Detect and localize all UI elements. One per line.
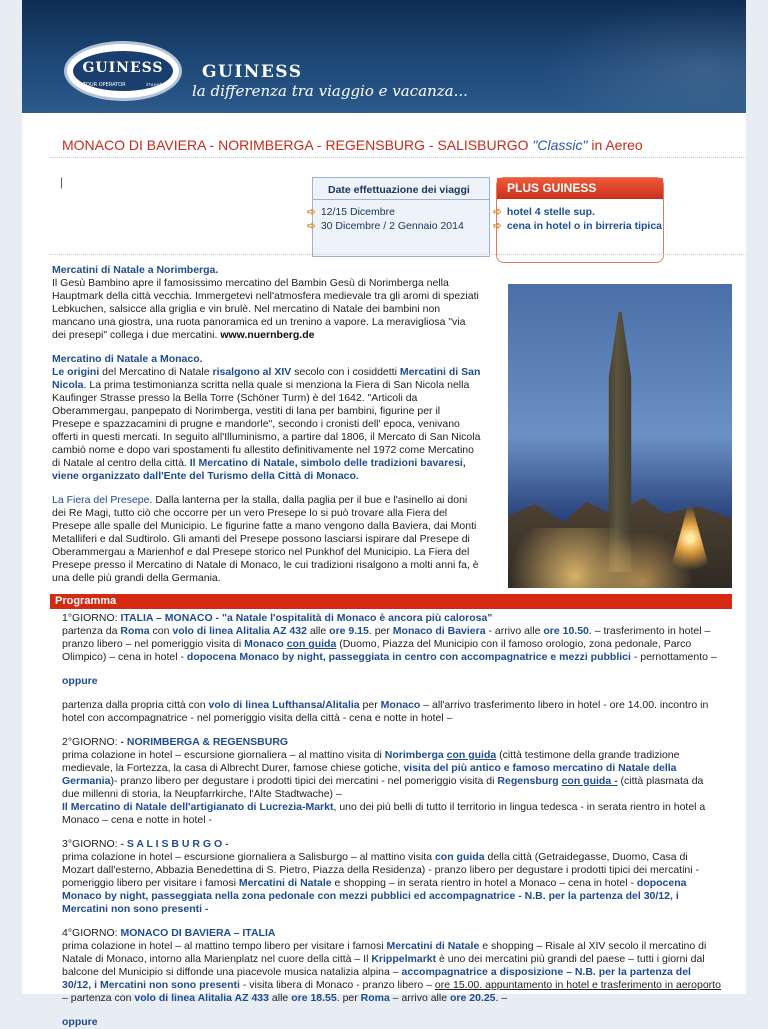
divider [50, 254, 746, 255]
paragraph-norimberga: Mercatini di Natale a Norimberga. Il Gesù Bambino apre il famosissimo mercatino del Bambin Gesù di Norimberga nella Hauptmark della città vecchia. Immergetevi nell'atmosfera medievale tra gli aromi di speziati Lebkuchen, salsicce alla griglia e vin brulè. Nel mercatino di Natale dei bambini non mancano una giostra, una ruota panoramica ed un trenino a vapore. La meravigliosa "via dei presepi" collega i due mercatini. www.nuernberg.de [52, 264, 479, 341]
programma-title: Programma [55, 595, 117, 607]
dates-box-title: Date effettuazione dei viaggi [328, 184, 470, 196]
spacer [62, 827, 722, 838]
plus-box-header [497, 178, 663, 199]
heading-monaco: Mercatino di Natale a Monaco. [52, 353, 203, 365]
arrow-bullet-icon: ➪ [493, 220, 502, 232]
arrow-bullet-icon: ➪ [307, 220, 316, 232]
title-classic: "Classic" [532, 137, 588, 153]
paragraph-monaco: Mercatino di Natale a Monaco. Le origini del Mercatino di Natale risalgono al XIV secolo con i cosiddetti Mercatini di San Nicola. La prima testimonianza scritta nella quale si menziona la Fiera di San Nicola nella Kaufinger Strasse presso la Bella Torre (Schöner Turm) è del 1642. "Articoli da Oberammergau, panpepato di Norimberga, vestiti di lana per bambini, figurine per il Presepe e spazzacamini di prugne e mandorle", secondo i cronisti dell' epoca, venivano offerti in questi mercati. In seguito all'Illuminismo, a partire dal 1806, il Mercato di San Nicola cambiò nome e dopo vari spostamenti fu allestito definitivamente nel 1972 come Mercatino di Natale al centro della città. Il Mercatino di Natale, simbolo delle tradizioni bavaresi, viene organizzato dall'Ente del Turismo della Città di Monaco. [52, 353, 481, 482]
dates-box [307, 177, 490, 257]
plus-item: ➪ hotel 4 stelle sup. [493, 206, 595, 218]
plus-box [493, 177, 664, 263]
paragraph-presepe: La Fiera del Presepe. Dalla lanterna per la stalla, dalla paglia per il bue e l'asinello ai doni dei Re Magi, tutto ciò che occorre per un vero Presepe lo si può trovare alla Fiera del Presepe alle spalle del Municipio. Le figurine fatte a mano vengono dalla Baviera, dai Monti Metalliferi e dal Sudtirolo. Gli amanti del Presepe possono lasciarsi ispirare dal Presepe di Oberammergau a Marienhof e dal Presepe storico nel Punkhof del Municipio. La Fiera del Presepe presso il Mercatino di Natale di Monaco, le cui tradizioni risalgono a molti anni fa, è una delle più grandi della Germania. [52, 494, 479, 584]
divider [50, 157, 746, 158]
arrow-bullet-icon: ➪ [493, 206, 502, 218]
text-cursor-mark: | [60, 175, 64, 189]
title-main: MONACO DI BAVIERA - NORIMBERGA - REGENSBURG - SALISBURGO [62, 137, 529, 153]
logo[interactable] [64, 41, 182, 101]
brand-name: GUINESS [202, 62, 303, 82]
logo-inner [73, 51, 173, 91]
logo-sub2: travel [146, 82, 161, 88]
day-4: 4°GIORNO: MONACO DI BAVIERA – ITALIA prima colazione in hotel – al mattino tempo libero per visitare i famosi Mercatini di Natale e shopping – Risale al XIV secolo il mercatino di Natale di Monaco, intorno alla Marienplatz nel cuore della città – Il Krippelmarkt è uno dei mercatini più grandi del paese – tutti i giorni dal balcone del Municipio si diffonde una piacevole musica natalizia alpina – accompagnatrice a disposizione – N.B. per la partenza del 30/12, i Mercatini non sono presenti - visita libera di Monaco - pranzo libero – ore 15.00. appuntamento in hotel e trasferimento in aeroporto – partenza con volo di linea Alitalia AZ 433 alle ore 18.55. per Roma – arrivo alle ore 20.25. – [62, 927, 721, 1004]
munich-night-photo [508, 284, 732, 588]
heading-presepe: La Fiera del Presepe [52, 494, 150, 506]
spacer [62, 1005, 722, 1016]
day-3: 3°GIORNO: - S A L I S B U R G O - prima colazione in hotel – escursione giornaliera a Salisburgo – al mattino visita con guida della città (Getraidegasse, Duomo, Casa di Mozart dall'esterno, Abbazia Benedettina di S. Pietro, Piazza della Residenza) - pranzo libero per degustare i prodotti tipici dei mercatini - pomeriggio libero per visitare i famosi Mercatini di Natale e shopping – in serata rientro in hotel a Monaco – cena in hotel - dopocena Monaco by night, passeggiata nella zona pedonale con mezzi pubblici ed accompagnatrice - N.B. per la partenza del 30/12, i Mercatini non sono presenti - [62, 838, 700, 915]
header-banner [22, 0, 746, 113]
programma-body [62, 612, 722, 1029]
date-item: ➪ 30 Dicembre / 2 Gennaio 2014 [307, 220, 464, 232]
title-suffix: in Aereo [591, 137, 643, 153]
tagline: la differenza tra viaggio e vacanza... [192, 82, 468, 100]
oppure-label: oppure [62, 1016, 98, 1028]
page-title [62, 137, 643, 153]
content-panel [22, 0, 746, 1028]
date-item: ➪ 12/15 Dicembre [307, 206, 395, 218]
logo-word: GUINESS [82, 60, 164, 76]
day-2: 2°GIORNO: - NORIMBERGA & REGENSBURG prima colazione in hotel – escursione giornaliera – al mattino visita di Norimberga con guida (città testimone della grande tradizione medievale, la Fortezza, la casa di Albrecht Durer, famose chiese gotiche, visita del più antico e famoso mercatino di Natale della Germania)- pranzo libero per degustare i prodotti tipici dei mercatini - nel pomeriggio visita di Regensburg con guida - (città plasmata da due millenni di storia, la Neupfarrkirche, l'Alte Stadtwache) – Il Mercatino di Natale dell'artigianato di Lucrezia-Markt, uno dei più belli di tutto il territorio in lingua tedesca - in serata rientro in hotel a Monaco – cena e notte in hotel - [62, 736, 706, 826]
day-1-alternative: partenza dalla propria città con volo di linea Lufthansa/Alitalia per Monaco – all'arrivo trasferimento libero in hotel - ore 14.00. incontro in hotel con accompagnatrice - nel pomeriggio visita della città - cena e notte in hotel – [62, 699, 709, 724]
spacer [62, 916, 722, 927]
oppure-label: oppure [62, 675, 98, 687]
description [52, 264, 482, 596]
programma-header [50, 594, 732, 609]
arrow-bullet-icon: ➪ [307, 206, 316, 218]
plus-box-title: PLUS GUINESS [507, 181, 597, 195]
spacer [62, 664, 722, 675]
dates-box-divider [313, 199, 489, 200]
spacer [62, 725, 722, 736]
logo-sub: TOUR OPERATOR [83, 82, 126, 88]
website-link[interactable]: www.nuernberg.de [220, 329, 315, 341]
day-1: 1°GIORNO: ITALIA – MONACO - "a Natale l'ospitalità di Monaco è ancora più calorosa" partenza da Roma con volo di linea Alitalia AZ 432 alle ore 9.15. per Monaco di Baviera - arrivo alle ore 10.50. – trasferimento in hotel – pranzo libero – nel pomeriggio visita di Monaco con guida (Duomo, Piazza del Municipio con il famoso orologio, zona pedonale, Parco Olimpico) – cena in hotel - dopocena Monaco by night, passeggiata in centro con accompagnatrice e mezzi pubblici - pernottamento – [62, 612, 717, 663]
plus-item: ➪ cena in hotel o in birreria tipica [493, 220, 663, 232]
spacer [62, 688, 722, 699]
heading-norimberga: Mercatini di Natale a Norimberga. [52, 264, 219, 276]
